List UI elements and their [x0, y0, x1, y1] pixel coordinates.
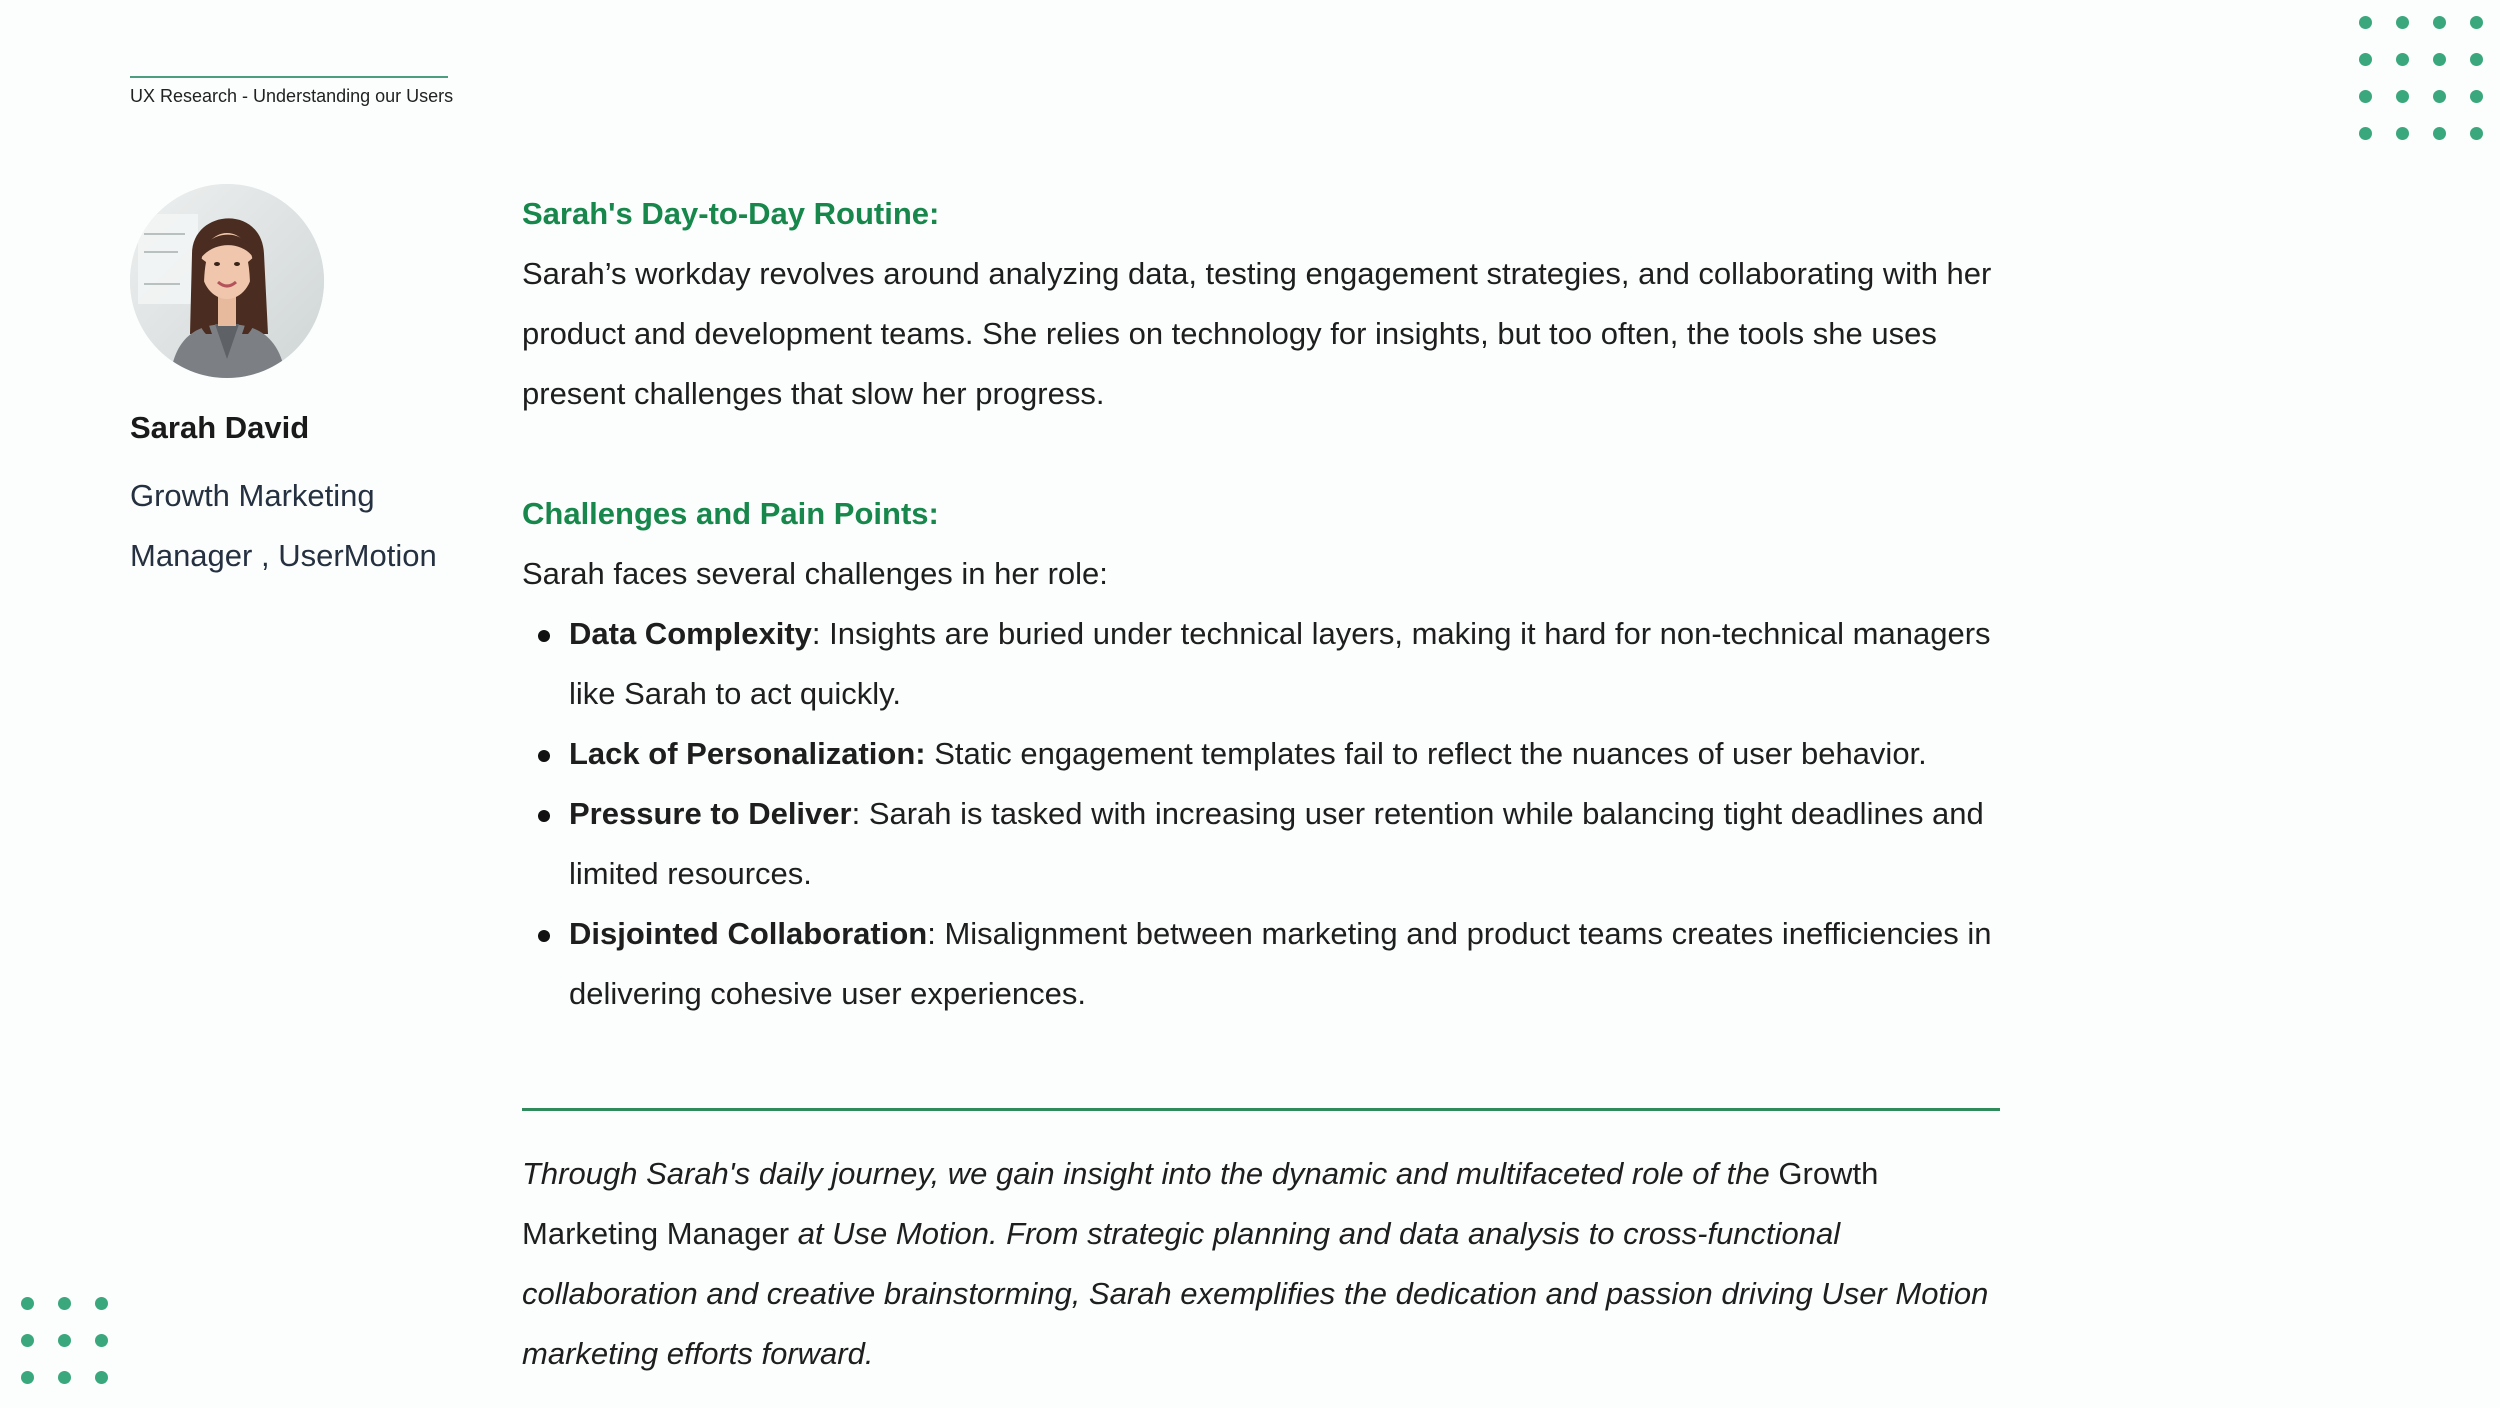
challenges-intro: Sarah faces several challenges in her role:	[522, 556, 1108, 591]
challenge-item	[569, 724, 2002, 784]
main-content	[522, 184, 2002, 1024]
challenge-term: Lack of Personalization:	[569, 736, 926, 771]
challenge-item	[569, 784, 2002, 904]
routine-body: Sarah’s workday revolves around analyzing data, testing engagement strategies, and collaborating with her product and development teams. She relies on technology for insights, but too often, the tools she uses present challenges that slow her progress.	[522, 256, 1992, 411]
challenge-item	[569, 904, 2002, 1024]
challenges-heading: Challenges and Pain Points:	[522, 496, 939, 531]
challenge-term: Pressure to Deliver	[569, 796, 852, 831]
profile-role	[130, 466, 460, 586]
profile-name: Sarah David	[130, 410, 310, 445]
challenge-description: : Sarah is tasked with increasing user retention while balancing tight deadlines and limited resources.	[569, 796, 1984, 891]
decorative-dots-bottom	[21, 1297, 132, 1408]
challenge-item	[569, 604, 2002, 724]
challenge-description: : Misalignment between marketing and product teams creates inefficiencies in delivering cohesive user experiences.	[569, 916, 1992, 1011]
section-divider	[522, 1108, 2000, 1111]
summary-role-name: Growth Marketing Manager	[522, 1156, 1879, 1251]
challenge-description: Static engagement templates fail to reflect the nuances of user behavior.	[925, 736, 1927, 771]
profile-role-line2: Manager , UserMotion	[130, 538, 437, 573]
challenge-description: : Insights are buried under technical layers, making it hard for non-technical managers like Sarah to act quickly.	[569, 616, 1991, 711]
challenge-term: Data Complexity	[569, 616, 812, 651]
avatar	[130, 184, 324, 378]
person-portrait-icon	[130, 184, 324, 378]
decorative-dots-top	[2359, 16, 2500, 164]
challenges-list	[522, 604, 2002, 1024]
challenge-term: Disjointed Collaboration	[569, 916, 928, 951]
profile-role-line1: Growth Marketing	[130, 478, 375, 513]
summary-text-part3: at Use Motion. From strategic planning and data analysis to cross-functional collaboration and creative brainstorming, Sarah exemplifies the dedication and passion driving User Motion marketing efforts forward.	[522, 1216, 1989, 1371]
page-header-title: UX Research - Understanding our Users	[130, 86, 454, 106]
summary-text-part1: Through Sarah's daily journey, we gain insight into the dynamic and multifaceted role of the	[522, 1156, 1779, 1191]
routine-heading: Sarah's Day-to-Day Routine:	[522, 196, 940, 231]
summary-paragraph	[522, 1144, 2012, 1384]
header-divider	[130, 76, 448, 78]
